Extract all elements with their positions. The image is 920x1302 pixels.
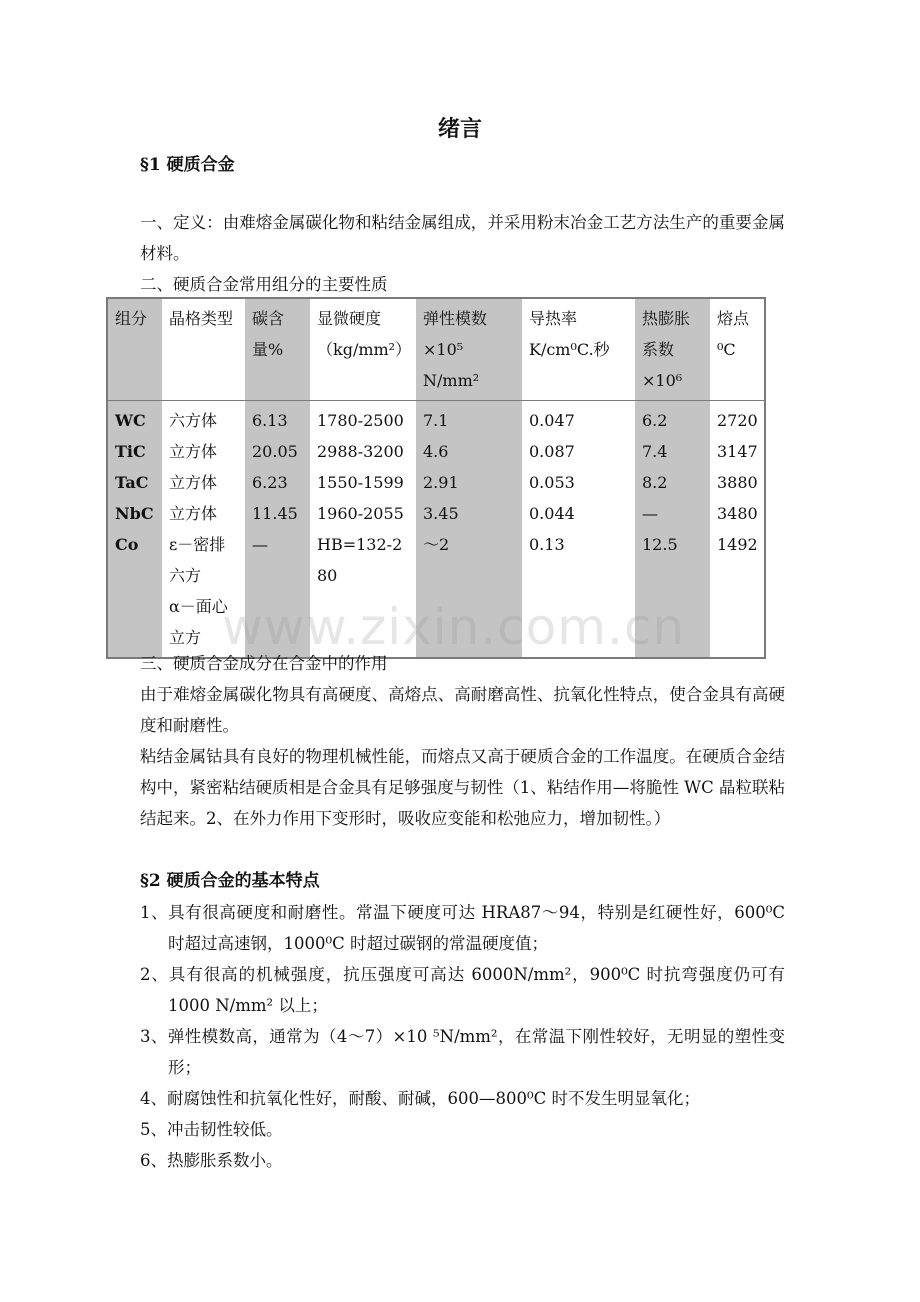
modulus-cell: ～2 bbox=[423, 535, 450, 554]
conductivity-cell: 0.053 bbox=[529, 473, 575, 492]
conductivity-cell: 0.13 bbox=[529, 535, 565, 554]
carbon-cell: 20.05 bbox=[252, 442, 298, 461]
header-melting: 熔点 ⁰C bbox=[710, 298, 765, 401]
modulus-cell: 4.6 bbox=[423, 442, 449, 461]
component-cell: Co bbox=[115, 535, 139, 554]
header-modulus: 弹性模数×10⁵ N/mm² bbox=[416, 298, 522, 401]
lattice-cell: 立方体 bbox=[169, 504, 218, 523]
expansion-cell: 7.4 bbox=[642, 442, 668, 461]
header-component: 组分 bbox=[107, 298, 162, 401]
feature-item-3: 3、弹性模数高，通常为（4～7）×10 ⁵N/mm²，在常温下刚性较好，无明显的塑性变形； bbox=[140, 1027, 785, 1077]
section-1-heading: §1 硬质合金 bbox=[140, 155, 235, 175]
component-cell: TaC bbox=[115, 473, 149, 492]
expansion-cell: 12.5 bbox=[642, 535, 678, 554]
melting-cell: 3880 bbox=[717, 473, 758, 492]
lattice-cell: α－面心立方 bbox=[169, 597, 228, 647]
hardness-cell: 2988-3200 bbox=[317, 442, 404, 461]
header-conductivity: 导热率 K/cm⁰C.秒 bbox=[522, 298, 635, 401]
carbon-cell: 6.13 bbox=[252, 411, 288, 430]
feature-item-1: 1、具有很高硬度和耐磨性。常温下硬度可达 HRA87～94，特别是红硬性好，600⁰C 时超过高速钢，1000⁰C 时超过碳钢的常温硬度值； bbox=[140, 903, 785, 953]
role-paragraph-1: 由于难熔金属碳化物具有高硬度、高熔点、高耐磨高性、抗氧化性特点，使合金具有高硬度和耐磨性。 bbox=[140, 685, 785, 735]
carbon-cell: 11.45 bbox=[252, 504, 298, 523]
feature-item-2: 2、具有很高的机械强度，抗压强度可高达 6000N/mm²，900⁰C 时抗弯强度仍可有 1000 N/mm² 以上； bbox=[140, 965, 785, 1015]
modulus-cell: 2.91 bbox=[423, 473, 459, 492]
section-2-heading: §2 硬质合金的基本特点 bbox=[140, 871, 320, 891]
melting-cell: 3480 bbox=[717, 504, 758, 523]
header-expansion: 热膨胀系数×10⁶ bbox=[635, 298, 710, 401]
conductivity-cell: 0.044 bbox=[529, 504, 575, 523]
feature-item-4: 4、耐腐蚀性和抗氧化性好，耐酸、耐碱，600—800⁰C 时不发生明显氧化； bbox=[140, 1089, 700, 1108]
lattice-cell: 六方体 bbox=[169, 411, 218, 430]
expansion-cell: 8.2 bbox=[642, 473, 668, 492]
modulus-cell: 7.1 bbox=[423, 411, 449, 430]
carbon-cell: — bbox=[252, 535, 268, 554]
hardness-cell: 1550-1599 bbox=[317, 473, 404, 492]
page-title: 绪言 bbox=[437, 116, 482, 142]
hardness-cell: 1780-2500 bbox=[317, 411, 404, 430]
watermark: www.zixin.com.cn bbox=[222, 598, 686, 656]
conductivity-cell: 0.087 bbox=[529, 442, 575, 461]
expansion-cell: 6.2 bbox=[642, 411, 668, 430]
header-hardness: 显微硬度（kg/mm²） bbox=[310, 298, 416, 401]
column-melting bbox=[710, 401, 765, 659]
role-paragraph-2: 粘结金属钴具有良好的物理机械性能，而熔点又高于硬质合金的工作温度。在硬质合金结构中，紧密粘结硬质相是合金具有足够强度与韧性（1、粘结作用—将脆性 WC 晶粒联粘结起来。2、在外力作用下变形时，吸收应变能和松弛应力，增加韧性。） bbox=[140, 747, 785, 828]
expansion-cell: — bbox=[642, 504, 658, 523]
melting-cell: 1492 bbox=[717, 535, 758, 554]
component-cell: NbC bbox=[115, 504, 154, 523]
hardness-cell: 1960-2055 bbox=[317, 504, 404, 523]
lattice-cell: ε－密排六方 bbox=[169, 535, 226, 585]
melting-cell: 3147 bbox=[717, 442, 758, 461]
component-cell: WC bbox=[115, 411, 146, 430]
definition-paragraph: 一、定义：由难熔金属碳化物和粘结金属组成，并采用粉末冶金工艺方法生产的重要金属材料。 bbox=[140, 213, 785, 263]
table-header-row bbox=[107, 298, 765, 401]
component-cell: TiC bbox=[115, 442, 146, 461]
role-heading: 三、硬质合金成分在合金中的作用 bbox=[140, 654, 388, 673]
lattice-cell: 立方体 bbox=[169, 473, 218, 492]
melting-cell: 2720 bbox=[717, 411, 758, 430]
hardness-cell: HB=132-280 bbox=[317, 535, 403, 585]
header-lattice: 晶格类型 bbox=[162, 298, 245, 401]
modulus-cell: 3.45 bbox=[423, 504, 459, 523]
feature-item-5: 5、冲击韧性较低。 bbox=[140, 1120, 283, 1139]
column-components bbox=[107, 401, 162, 659]
table-caption: 二、硬质合金常用组分的主要性质 bbox=[140, 275, 388, 294]
conductivity-cell: 0.047 bbox=[529, 411, 575, 430]
lattice-cell: 立方体 bbox=[169, 442, 218, 461]
header-carbon: 碳含量% bbox=[245, 298, 310, 401]
carbon-cell: 6.23 bbox=[252, 473, 288, 492]
feature-item-6: 6、热膨胀系数小。 bbox=[140, 1151, 283, 1170]
